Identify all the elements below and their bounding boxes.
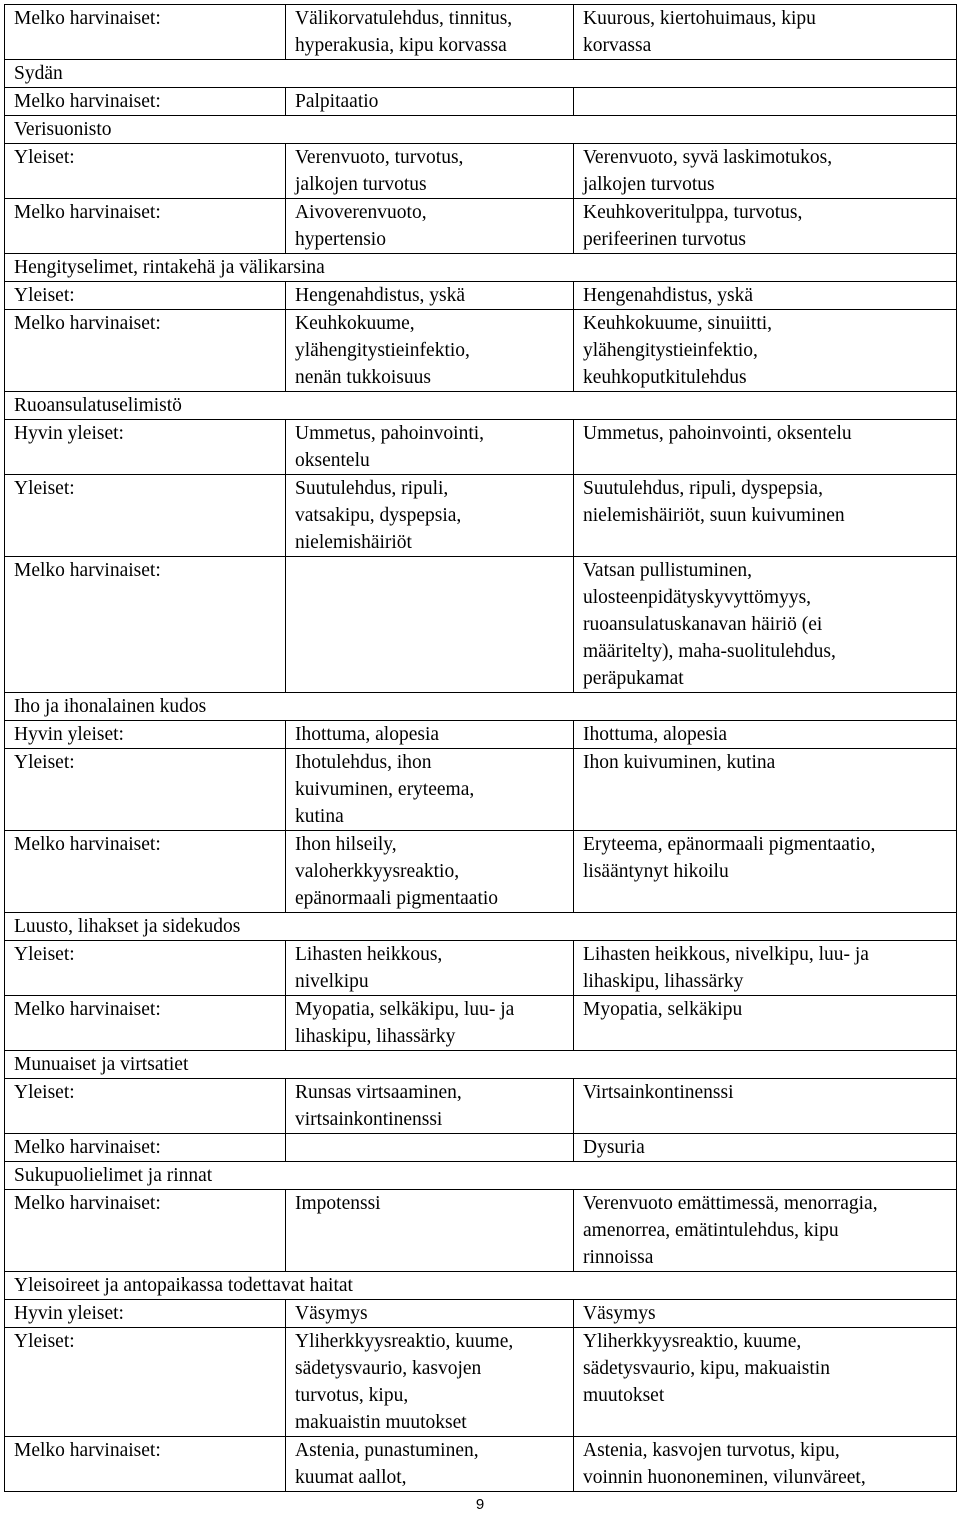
adverse-effects-cell-2: Suutulehdus, ripuli, dyspepsia, nielemishäiriöt, suun kuivuminen: [574, 475, 957, 557]
adverse-effects-cell-1: Ihotulehdus, ihon kuivuminen, eryteema, kutina: [286, 749, 574, 831]
adverse-effects-cell-1: Aivoverenvuoto, hypertensio: [286, 199, 574, 254]
adverse-effects-cell-1: Runsas virtsaaminen, virtsainkontinenssi: [286, 1079, 574, 1134]
frequency-cell: Yleiset:: [5, 282, 286, 310]
frequency-cell: Hyvin yleiset:: [5, 420, 286, 475]
frequency-cell: Hyvin yleiset:: [5, 1300, 286, 1328]
adverse-effects-cell-2: [574, 88, 957, 116]
table-row: [5, 475, 957, 557]
section-header-row: [5, 1051, 957, 1079]
adverse-effects-cell-2: Keuhkoveritulppa, turvotus, perifeerinen turvotus: [574, 199, 957, 254]
adverse-effects-cell-1: Astenia, punastuminen, kuumat aallot,: [286, 1437, 574, 1492]
adverse-effects-cell-2: Yliherkkyysreaktio, kuume, sädetysvaurio, kipu, makuaistin muutokset: [574, 1328, 957, 1437]
table-row: [5, 1079, 957, 1134]
adverse-effects-cell-1: Ihon hilseily, valoherkkyysreaktio, epänormaali pigmentaatio: [286, 831, 574, 913]
frequency-cell: Hyvin yleiset:: [5, 721, 286, 749]
adverse-effects-cell-2: Verenvuoto, syvä laskimotukos, jalkojen turvotus: [574, 144, 957, 199]
adverse-effects-cell-2: Eryteema, epänormaali pigmentaatio, lisääntynyt hikoilu: [574, 831, 957, 913]
section-header-row: [5, 116, 957, 144]
adverse-effects-cell-2: Ummetus, pahoinvointi, oksentelu: [574, 420, 957, 475]
frequency-cell: Yleiset:: [5, 475, 286, 557]
table-row: [5, 144, 957, 199]
frequency-cell: Melko harvinaiset:: [5, 88, 286, 116]
table-row: [5, 5, 957, 60]
adverse-effects-cell-2: Astenia, kasvojen turvotus, kipu, voinnin huononeminen, vilunväreet,: [574, 1437, 957, 1492]
table-row: [5, 941, 957, 996]
adverse-effects-cell-2: Myopatia, selkäkipu: [574, 996, 957, 1051]
frequency-cell: Melko harvinaiset:: [5, 557, 286, 693]
section-header-row: [5, 913, 957, 941]
page-number: 9: [475, 1496, 485, 1513]
table-row: [5, 1300, 957, 1328]
section-header-row: [5, 1162, 957, 1190]
table-row: [5, 1190, 957, 1272]
adverse-effects-cell-1: Ihottuma, alopesia: [286, 721, 574, 749]
table-row: [5, 831, 957, 913]
adverse-effects-cell-1: Verenvuoto, turvotus, jalkojen turvotus: [286, 144, 574, 199]
adverse-reactions-table: [4, 4, 957, 1492]
adverse-effects-cell-2: Väsymys: [574, 1300, 957, 1328]
section-title: Iho ja ihonalainen kudos: [5, 693, 957, 721]
frequency-cell: Yleiset:: [5, 941, 286, 996]
table-row: [5, 1134, 957, 1162]
adverse-effects-cell-1: Suutulehdus, ripuli, vatsakipu, dyspepsia, nielemishäiriöt: [286, 475, 574, 557]
section-header-row: [5, 254, 957, 282]
frequency-cell: Melko harvinaiset:: [5, 1437, 286, 1492]
adverse-effects-cell-2: Ihon kuivuminen, kutina: [574, 749, 957, 831]
section-title: Sydän: [5, 60, 957, 88]
frequency-cell: Melko harvinaiset:: [5, 5, 286, 60]
table-row: [5, 996, 957, 1051]
frequency-cell: Yleiset:: [5, 1079, 286, 1134]
table-row: [5, 1328, 957, 1437]
section-header-row: [5, 392, 957, 420]
frequency-cell: Yleiset:: [5, 1328, 286, 1437]
table-row: [5, 749, 957, 831]
adverse-effects-cell-1: Impotenssi: [286, 1190, 574, 1272]
section-header-row: [5, 1272, 957, 1300]
adverse-effects-cell-2: Keuhkokuume, sinuiitti, ylähengitystieinfektio, keuhkoputkitulehdus: [574, 310, 957, 392]
table-row: [5, 199, 957, 254]
adverse-effects-cell-2: Dysuria: [574, 1134, 957, 1162]
adverse-effects-cell-1: [286, 1134, 574, 1162]
section-title: Yleisoireet ja antopaikassa todettavat haitat: [5, 1272, 957, 1300]
adverse-effects-cell-2: Verenvuoto emättimessä, menorragia, amenorrea, emätintulehdus, kipu rinnoissa: [574, 1190, 957, 1272]
section-title: Sukupuolielimet ja rinnat: [5, 1162, 957, 1190]
adverse-effects-cell-2: Virtsainkontinenssi: [574, 1079, 957, 1134]
frequency-cell: Melko harvinaiset:: [5, 996, 286, 1051]
section-header-row: [5, 60, 957, 88]
adverse-effects-cell-1: Yliherkkyysreaktio, kuume, sädetysvaurio, kasvojen turvotus, kipu, makuaistin muutokset: [286, 1328, 574, 1437]
section-title: Hengityselimet, rintakehä ja välikarsina: [5, 254, 957, 282]
table-row: [5, 420, 957, 475]
table-row: [5, 88, 957, 116]
adverse-effects-cell-1: Keuhkokuume, ylähengitystieinfektio, nenän tukkoisuus: [286, 310, 574, 392]
frequency-cell: Yleiset:: [5, 749, 286, 831]
table-row: [5, 1437, 957, 1492]
table-body: [5, 5, 957, 1492]
section-title: Munuaiset ja virtsatiet: [5, 1051, 957, 1079]
adverse-effects-cell-2: Lihasten heikkous, nivelkipu, luu- ja lihaskipu, lihassärky: [574, 941, 957, 996]
table-row: [5, 721, 957, 749]
frequency-cell: Melko harvinaiset:: [5, 1134, 286, 1162]
adverse-effects-cell-1: [286, 557, 574, 693]
adverse-effects-cell-2: Kuurous, kiertohuimaus, kipu korvassa: [574, 5, 957, 60]
table-row: [5, 557, 957, 693]
adverse-effects-cell-1: Myopatia, selkäkipu, luu- ja lihaskipu, lihassärky: [286, 996, 574, 1051]
adverse-effects-cell-1: Välikorvatulehdus, tinnitus, hyperakusia, kipu korvassa: [286, 5, 574, 60]
adverse-effects-cell-1: Hengenahdistus, yskä: [286, 282, 574, 310]
frequency-cell: Melko harvinaiset:: [5, 310, 286, 392]
frequency-cell: Yleiset:: [5, 144, 286, 199]
section-title: Luusto, lihakset ja sidekudos: [5, 913, 957, 941]
adverse-effects-cell-2: Ihottuma, alopesia: [574, 721, 957, 749]
section-title: Ruoansulatuselimistö: [5, 392, 957, 420]
frequency-cell: Melko harvinaiset:: [5, 1190, 286, 1272]
adverse-effects-cell-1: Palpitaatio: [286, 88, 574, 116]
section-header-row: [5, 693, 957, 721]
table-row: [5, 282, 957, 310]
adverse-effects-cell-1: Ummetus, pahoinvointi, oksentelu: [286, 420, 574, 475]
frequency-cell: Melko harvinaiset:: [5, 199, 286, 254]
adverse-effects-cell-1: Väsymys: [286, 1300, 574, 1328]
adverse-effects-cell-1: Lihasten heikkous, nivelkipu: [286, 941, 574, 996]
adverse-effects-cell-2: Hengenahdistus, yskä: [574, 282, 957, 310]
table-row: [5, 310, 957, 392]
section-title: Verisuonisto: [5, 116, 957, 144]
frequency-cell: Melko harvinaiset:: [5, 831, 286, 913]
adverse-effects-cell-2: Vatsan pullistuminen, ulosteenpidätyskyvyttömyys, ruoansulatuskanavan häiriö (ei määritelty), maha-suolitulehdus, peräpukamat: [574, 557, 957, 693]
